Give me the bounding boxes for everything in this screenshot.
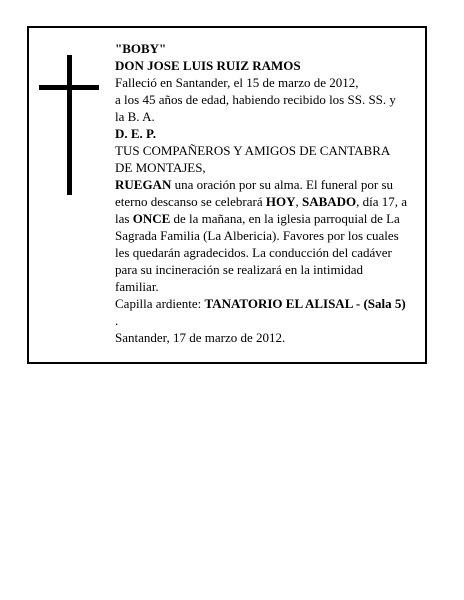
obituary-text [115, 40, 427, 346]
chapel-line [115, 295, 427, 312]
closing-date: Santander, 17 de marzo de 2012. [115, 330, 286, 345]
dep-label: D. E. P. [115, 126, 157, 141]
funeral-line-2 [115, 210, 427, 227]
sabado-label: SABADO [301, 194, 357, 209]
funeral-line-5: para su incineración se realizará en la intimidad [115, 262, 363, 277]
ruegan-label: RUEGAN [115, 177, 172, 192]
funeral-las: las [115, 211, 133, 226]
cross-icon-bar [39, 85, 99, 90]
prayer-line [115, 176, 427, 193]
death-line-1: Falleció en Santander, el 15 de marzo de 2012, [115, 75, 359, 90]
colleagues-line-2: DE MONTAJES, [115, 160, 206, 175]
chapel-value: TANATORIO EL ALISAL - (Sala 5) [204, 296, 406, 311]
cross-icon [67, 55, 72, 195]
funeral-line-4: les quedarán agradecidos. La conducción del cadáver [115, 245, 392, 260]
deceased-name: DON JOSE LUIS RUIZ RAMOS [115, 58, 301, 73]
funeral-text-c: de la mañana, en la iglesia parroquial de La [170, 211, 400, 226]
death-line-2: a los 45 años de edad, habiendo recibido los SS. SS. y [115, 92, 396, 107]
separator-dot: . [115, 313, 119, 328]
funeral-text-a: eterno descanso se celebrará [115, 194, 266, 209]
once-label: ONCE [132, 211, 171, 226]
funeral-line-1 [115, 193, 427, 210]
obituary-notice [27, 26, 427, 364]
death-line-3: la B. A. [115, 109, 155, 124]
nickname: "BOBY" [115, 41, 167, 56]
chapel-label: Capilla ardiente: [115, 296, 205, 311]
funeral-text-b: , día 17, a [356, 194, 408, 209]
funeral-comma: , [295, 194, 302, 209]
funeral-line-6: familiar. [115, 279, 159, 294]
funeral-line-3: Sagrada Familia (La Albericia). Favores por los cuales [115, 228, 399, 243]
prayer-text: una oración por su alma. El funeral por su [171, 177, 393, 192]
colleagues-line-1: TUS COMPAÑEROS Y AMIGOS DE CANTABRA [115, 143, 391, 158]
hoy-label: HOY [265, 194, 296, 209]
